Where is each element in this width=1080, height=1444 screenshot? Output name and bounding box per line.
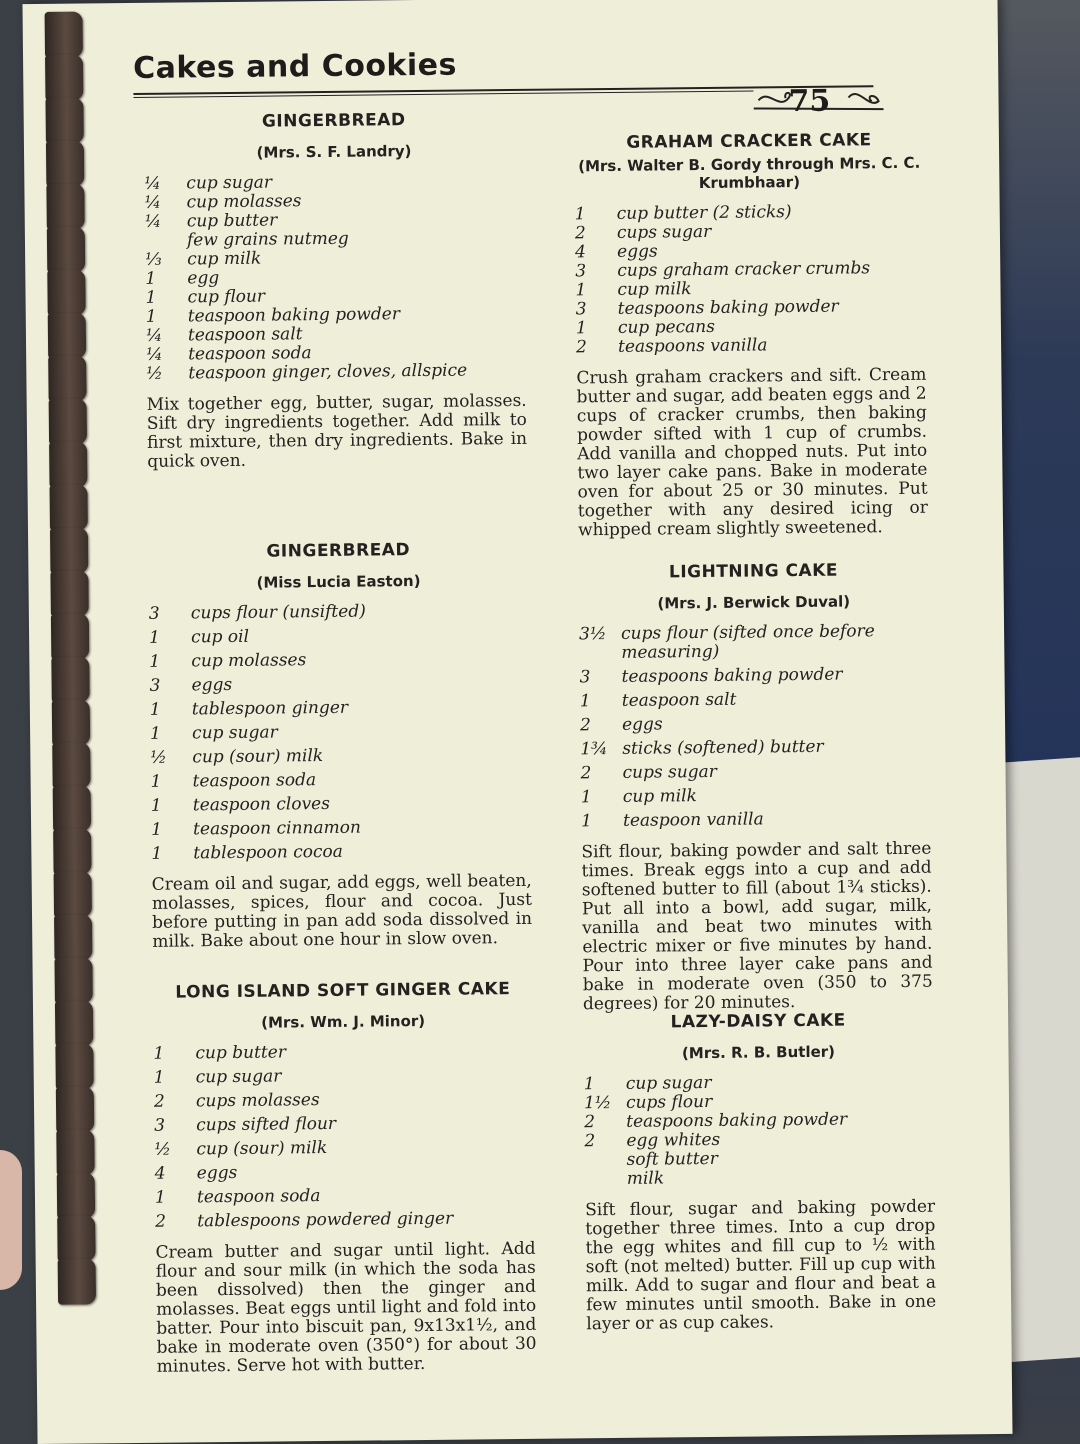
ingredient-row <box>155 1161 535 1184</box>
binding-ring <box>56 1129 94 1175</box>
ingredient-item: sticks (softened) butter <box>622 736 824 759</box>
ingredient-item: cup molasses <box>186 191 302 213</box>
ingredient-quantity <box>145 231 187 250</box>
ingredient-row <box>149 625 529 648</box>
ingredient-quantity: 1 <box>583 1074 595 1095</box>
ingredient-quantity: 1 <box>145 287 157 308</box>
ingredient-quantity: 4 <box>575 242 587 263</box>
ingredient-item: cup (sour) milk <box>192 746 324 768</box>
cookbook-page <box>22 0 1012 1444</box>
ingredient-quantity: ¼ <box>146 344 163 365</box>
binding-ring <box>47 269 85 315</box>
ingredient-list <box>149 601 532 864</box>
ingredient-item: cup sugar <box>186 172 273 194</box>
recipe-source: (Mrs. S. F. Landry) <box>256 142 412 162</box>
ingredient-item: cups flour (unsifted) <box>190 601 366 624</box>
ingredient-quantity: 1 <box>145 306 157 327</box>
ingredient-item: cups sifted flour <box>196 1113 337 1136</box>
ingredient-quantity: 3 <box>575 299 587 320</box>
binding-ring <box>50 527 88 573</box>
binding-ring <box>55 1043 93 1089</box>
ingredient-row <box>580 737 930 760</box>
ingredient-row <box>581 809 931 832</box>
ingredient-quantity: 3½ <box>579 624 607 645</box>
recipe-source: (Mrs. R. B. Butler) <box>681 1042 836 1063</box>
ingredient-row <box>154 1089 534 1112</box>
ingredient-item: cups flour <box>625 1091 713 1113</box>
ingredient-quantity: 2 <box>576 337 588 358</box>
page-number: 75 <box>788 83 831 120</box>
ingredient-row <box>150 673 530 696</box>
ingredient-quantity: 1 <box>151 843 163 864</box>
binding-ring <box>57 1215 95 1261</box>
binding-ring <box>50 484 88 530</box>
binding-ring <box>56 1086 94 1132</box>
ingredient-quantity: 1 <box>149 651 161 672</box>
section-title: Cakes and Cookies <box>132 47 458 86</box>
ingredient-quantity: 1 <box>580 787 592 808</box>
ingredient-item: eggs <box>196 1162 238 1184</box>
ingredient-item: cup (sour) milk <box>196 1137 328 1160</box>
ingredient-item: teaspoon soda <box>196 1186 321 1208</box>
ingredient-item: tablespoon cocoa <box>193 841 343 864</box>
binding-ring <box>49 398 87 444</box>
recipe-method: Mix together egg, butter, sugar, molasses. Sift dry ingredients together. Add milk to first mixture, then dry ingredients. Bake in quick oven. <box>146 390 528 472</box>
ingredient-item: cups sugar <box>616 221 712 243</box>
ingredient-quantity: ¼ <box>144 173 161 194</box>
recipe-method: Cream butter and sugar until light. Add flour and sour milk (in which the soda has been dissolved) then the ginger and molasses. Beat eggs until light and fold into batter. Pour into biscuit pan, 9x13x1½, and bake in moderate oven (350°) for about 30 minutes. Serve hot with butter. <box>155 1238 537 1377</box>
ingredient-row <box>149 649 529 672</box>
ingredient-item: cup sugar <box>625 1072 712 1094</box>
ingredient-item: egg whites <box>626 1129 721 1151</box>
ingredient-quantity: 1 <box>153 1067 165 1088</box>
ingredient-item: eggs <box>617 241 658 262</box>
ingredient-row <box>154 1137 534 1160</box>
ingredient-item: teaspoons vanilla <box>617 335 768 357</box>
ingredient-quantity: 1 <box>574 204 586 225</box>
ingredient-row <box>153 1041 533 1064</box>
ingredient-quantity: 2 <box>153 1091 165 1112</box>
recipe-long-island-ginger-cake <box>153 979 537 1377</box>
ingredient-quantity: 1¾ <box>580 739 608 760</box>
recipe-title: LAZY-DAISY CAKE <box>670 1010 846 1033</box>
ingredient-quantity: 1 <box>154 1187 166 1208</box>
binding-ring <box>58 1258 96 1304</box>
ingredient-item: teaspoon cinnamon <box>193 817 361 840</box>
binding-ring <box>48 312 86 358</box>
ingredient-row <box>150 721 530 744</box>
binding-ring <box>48 355 86 401</box>
ingredient-quantity: 1 <box>151 819 163 840</box>
ingredient-item: teaspoon soda <box>192 770 317 792</box>
ingredient-row <box>151 793 531 816</box>
ingredient-item: teaspoons baking powder <box>626 1109 848 1132</box>
ingredient-row <box>155 1185 535 1208</box>
ingredient-quantity: 1½ <box>583 1093 612 1114</box>
ingredient-row <box>585 1167 935 1190</box>
binding-ring <box>46 140 84 186</box>
ingredient-quantity: 2 <box>574 223 586 244</box>
ingredient-item: cup oil <box>191 626 250 648</box>
ingredient-row <box>581 785 931 808</box>
ingredient-item: teaspoon cloves <box>192 793 331 816</box>
ingredient-row <box>149 601 529 624</box>
ingredient-quantity: 1 <box>150 723 162 744</box>
right-column <box>574 130 937 1335</box>
ingredient-quantity: 2 <box>579 715 591 736</box>
ingredient-quantity: ½ <box>150 747 167 768</box>
ingredient-quantity: 1 <box>145 268 157 289</box>
ingredient-item: cup milk <box>617 279 692 300</box>
ingredient-item: cup butter (2 sticks) <box>616 202 792 224</box>
recipe-title: GINGERBREAD <box>266 540 411 562</box>
ingredient-row <box>579 622 929 664</box>
ingredient-quantity: 1 <box>150 795 162 816</box>
ingredient-list <box>584 1072 935 1190</box>
ingredient-item: teaspoon salt <box>187 324 303 346</box>
ingredient-item: soft butter <box>626 1148 718 1170</box>
ingredient-item: cups sugar <box>622 761 717 783</box>
binding-ring <box>51 656 89 702</box>
left-column <box>144 109 537 1377</box>
ingredient-item: teaspoon salt <box>621 689 737 711</box>
ingredient-item: teaspoon baking powder <box>187 304 401 327</box>
ingredient-quantity: 1 <box>150 771 162 792</box>
thumb <box>0 1150 22 1290</box>
recipe-method: Cream oil and sugar, add eggs, well beaten, molasses, spices, flour and cocoa. Just before putting in pan add soda dissolved in milk. Bake about one hour in slow oven. <box>151 870 533 952</box>
ingredient-item: teaspoons baking powder <box>621 664 843 687</box>
background-paper <box>1000 757 1080 1363</box>
ingredient-quantity: 2 <box>155 1211 167 1232</box>
ingredient-quantity: 1 <box>149 627 161 648</box>
binding-ring <box>53 828 91 874</box>
ingredient-item: milk <box>626 1168 665 1189</box>
ingredient-item: cup butter <box>195 1042 287 1064</box>
ingredient-list <box>144 171 526 384</box>
binding-ring <box>45 97 83 143</box>
ingredient-list <box>153 1041 535 1232</box>
ingredient-quantity: 1 <box>575 318 587 339</box>
recipe-title: LONG ISLAND SOFT GINGER CAKE <box>175 979 511 1003</box>
ingredient-list <box>579 622 931 832</box>
binding-ring <box>52 742 90 788</box>
ingredient-row <box>580 761 930 784</box>
ingredient-quantity <box>585 1151 627 1170</box>
ingredient-item: cup molasses <box>191 650 307 672</box>
ingredient-item: few grains nutmeg <box>186 228 349 251</box>
binding-ring <box>50 570 88 616</box>
ingredient-item: egg <box>187 268 220 289</box>
ingredient-item: cup milk <box>622 786 697 807</box>
ingredient-row <box>151 841 531 864</box>
binding-ring <box>57 1172 95 1218</box>
binding-ring <box>51 613 89 659</box>
ingredient-quantity: 1 <box>575 280 587 301</box>
binding-ring <box>54 871 92 917</box>
ingredient-quantity: 3 <box>149 675 161 696</box>
ingredient-quantity: ¼ <box>144 211 162 232</box>
ingredient-row <box>150 697 530 720</box>
ingredient-item: cups flour (sifted once before measuring) <box>621 621 875 663</box>
binding-ring <box>54 914 92 960</box>
ingredient-item: cup sugar <box>192 722 278 744</box>
ingredient-item: tablespoons powdered ginger <box>197 1208 454 1232</box>
ingredient-row <box>146 361 526 384</box>
ingredient-quantity: 1 <box>579 691 591 712</box>
ingredient-row <box>154 1113 534 1136</box>
binding-ring <box>55 1000 93 1046</box>
ingredient-quantity: 4 <box>154 1163 166 1184</box>
ingredient-quantity: 3 <box>579 667 591 688</box>
ingredient-quantity: ½ <box>146 363 163 384</box>
recipe-source: (Mrs. Walter B. Gordy through Mrs. C. C. Krumbhaar) <box>578 153 921 193</box>
ingredient-row <box>579 665 929 688</box>
ingredient-item: teaspoons baking powder <box>617 296 839 319</box>
ingredient-item: cups molasses <box>195 1090 320 1112</box>
recipe-title: LIGHTNING CAKE <box>668 560 839 583</box>
ingredient-row <box>580 689 930 712</box>
recipe-lazy-daisy-cake <box>583 1010 936 1335</box>
ingredient-quantity <box>585 1170 627 1189</box>
recipe-source: (Miss Lucia Easton) <box>256 571 421 592</box>
ingredient-item: cups graham cracker crumbs <box>617 258 871 281</box>
ingredient-row <box>150 745 530 768</box>
ingredient-item: teaspoon ginger, cloves, allspice <box>188 360 468 384</box>
binding-ring <box>54 957 92 1003</box>
ingredient-item: cup pecans <box>617 316 716 338</box>
ingredient-quantity: 3 <box>575 261 587 282</box>
recipe-title: GINGERBREAD <box>261 110 406 132</box>
ingredient-item: cup sugar <box>195 1066 282 1088</box>
ingredient-row <box>576 335 926 358</box>
recipe-source: (Mrs. Wm. J. Minor) <box>261 1011 426 1032</box>
recipe-title: GRAHAM CRACKER CAKE <box>626 130 872 153</box>
spiral-binding <box>44 3 119 1444</box>
ingredient-item: eggs <box>621 714 663 735</box>
recipe-lightning-cake <box>578 560 933 1014</box>
ingredient-quantity: 2 <box>580 763 592 784</box>
ingredient-item: cup flour <box>187 286 266 308</box>
binding-ring <box>49 441 87 487</box>
recipe-gingerbread-landry <box>144 109 528 543</box>
recipe-gingerbread-easton <box>148 539 533 983</box>
ingredient-quantity: 3 <box>148 603 160 624</box>
page-header <box>132 43 913 120</box>
ingredient-item: eggs <box>191 674 233 696</box>
binding-ring <box>45 11 83 57</box>
recipe-method: Sift flour, baking powder and salt three times. Break eggs into a cup and add softened butter to fill (about 1¾ sticks). Put all into a bowl, add sugar, milk, vanilla and beat two minutes with electric mixer or five minutes by hand. Pour into three layer cake pans and bake in moderate oven (350 to 375 degrees) for 20 minutes. <box>581 838 933 1015</box>
recipe-method: Sift flour, sugar and baking powder together three times. Into a cup drop the egg whites and fill cup to ½ with soft (not melted) butter. Fill up cup with milk. Add to sugar and flour and beat a few minutes until smooth. Bake in one layer or as cup cakes. <box>585 1196 937 1335</box>
ingredient-item: teaspoon soda <box>188 343 312 365</box>
ingredient-item: teaspoon vanilla <box>622 809 764 831</box>
ingredient-quantity: 3 <box>154 1115 166 1136</box>
ingredient-row <box>154 1065 534 1088</box>
recipe-graham-cracker-cake <box>574 130 928 564</box>
ingredient-quantity: ¼ <box>145 325 163 346</box>
ingredient-item: tablespoon ginger <box>191 697 349 720</box>
binding-ring <box>53 785 91 831</box>
ingredient-row <box>580 713 930 736</box>
ingredient-item: cup milk <box>187 248 262 270</box>
ingredient-quantity: 1 <box>580 811 593 832</box>
ingredient-quantity: ¼ <box>144 192 162 213</box>
ingredient-quantity: ½ <box>154 1139 172 1160</box>
binding-ring <box>46 183 84 229</box>
binding-ring <box>52 699 90 745</box>
binding-ring <box>47 226 85 272</box>
ingredient-quantity: 2 <box>584 1131 596 1152</box>
binding-ring <box>45 54 83 100</box>
ingredient-item: cup butter <box>186 210 278 232</box>
recipe-method: Crush graham crackers and sift. Cream butter and sugar, add beaten eggs and 2 cups of cracker crumbs, then baking powder sifted with 1 cup of crumbs. Add vanilla and chopped nuts. Put into two layer cake pans. Bake in moderate oven for about 25 or 30 minutes. Put together with any desired icing or whipped cream slightly sweetened. <box>576 364 928 541</box>
ingredient-row <box>155 1209 535 1232</box>
ingredient-row <box>151 769 531 792</box>
ingredient-quantity: ⅓ <box>145 249 162 270</box>
ingredient-quantity: 1 <box>153 1043 165 1064</box>
ingredient-row <box>151 817 531 840</box>
recipe-source: (Mrs. J. Berwick Duval) <box>657 592 851 613</box>
ingredient-quantity: 1 <box>149 699 161 720</box>
ingredient-quantity: 2 <box>584 1112 596 1133</box>
ingredient-list <box>575 202 927 358</box>
